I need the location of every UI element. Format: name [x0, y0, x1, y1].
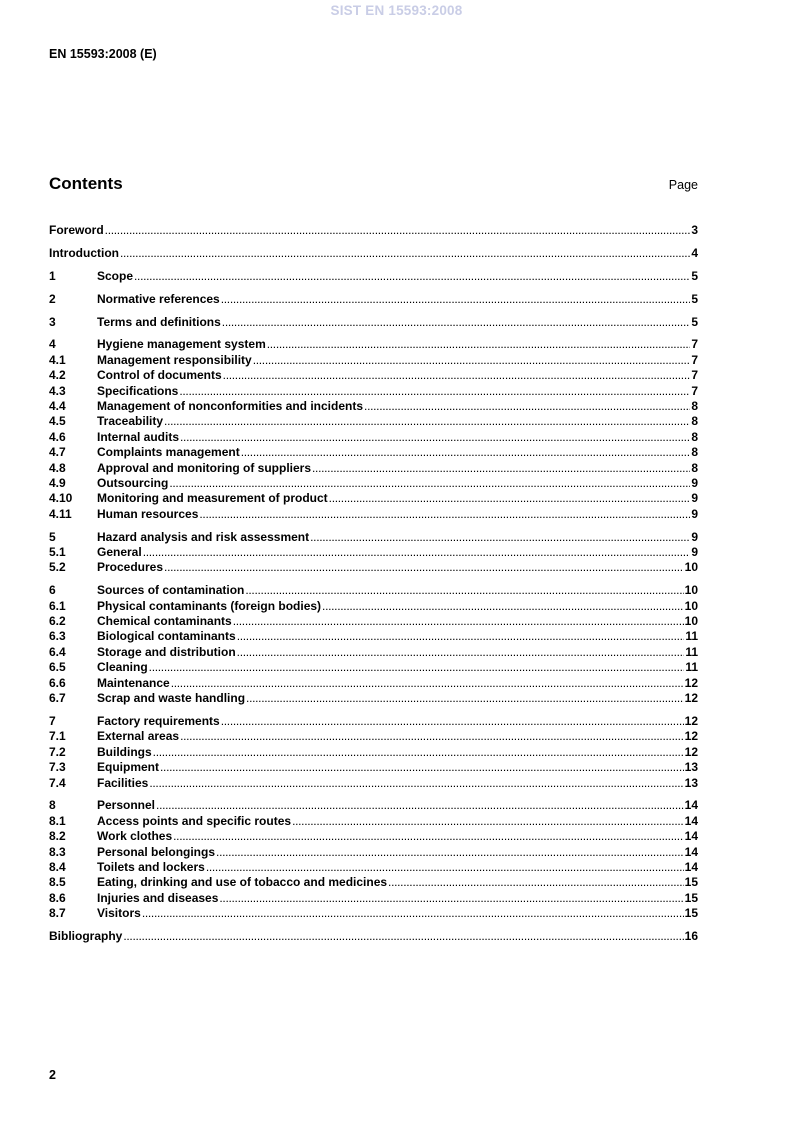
toc-entry-page: 14	[684, 829, 698, 844]
toc-entry-number: 4.10	[49, 491, 73, 506]
dot-leader	[134, 269, 690, 284]
toc-entry-number: 8.7	[49, 906, 66, 921]
dot-leader	[169, 476, 690, 491]
toc-entry-number: 8.2	[49, 829, 66, 844]
toc-entry-6-5[interactable]	[49, 660, 698, 675]
toc-entry-8-7[interactable]	[49, 906, 698, 921]
toc-entry-title: Monitoring and measurement of product	[97, 491, 328, 506]
toc-entry-page: 10	[684, 614, 698, 629]
toc-entry-4-9[interactable]	[49, 476, 698, 491]
toc-entry-title: Work clothes	[97, 829, 173, 844]
toc-entry-foreword[interactable]	[49, 223, 698, 238]
toc-entry-number: 6.4	[49, 644, 66, 659]
toc-entry-title: Scope	[97, 268, 134, 283]
toc-entry-6[interactable]	[49, 583, 698, 598]
toc-entry-7-4[interactable]	[49, 776, 698, 791]
toc-entry-4-10[interactable]	[49, 491, 698, 506]
toc-entry-page: 9	[691, 529, 698, 544]
toc-entry-page: 13	[684, 775, 698, 790]
toc-entry-page: 16	[684, 929, 698, 944]
dot-leader	[245, 583, 683, 598]
toc-entry-8-3[interactable]	[49, 845, 698, 860]
toc-entry-number: 2	[49, 291, 56, 306]
toc-entry-6-4[interactable]	[49, 645, 698, 660]
dot-leader	[253, 353, 691, 368]
toc-entry-number: 4.4	[49, 399, 66, 414]
toc-entry-number: 8.1	[49, 813, 66, 828]
toc-entry-page: 14	[684, 844, 698, 859]
toc-entry-number: 4.8	[49, 460, 66, 475]
toc-entry-page: 8	[691, 429, 698, 444]
toc-entry-7[interactable]	[49, 714, 698, 729]
dot-leader	[123, 929, 683, 944]
toc-entry-page: 11	[685, 644, 698, 659]
toc-entry-6-7[interactable]	[49, 691, 698, 706]
dot-leader	[237, 629, 685, 644]
dot-leader	[142, 906, 684, 921]
toc-entry-number: 7.2	[49, 744, 66, 759]
toc-entry-page: 4	[691, 245, 698, 260]
toc-entry-number: 8.4	[49, 859, 66, 874]
toc-entry-title: Complaints management	[97, 445, 240, 460]
toc-entry-page: 7	[691, 352, 698, 367]
toc-entry-page: 15	[684, 890, 698, 905]
toc-entry-8-5[interactable]	[49, 875, 698, 890]
dot-leader	[292, 814, 684, 829]
dot-leader	[221, 714, 684, 729]
toc-entry-page: 14	[684, 859, 698, 874]
toc-entry-title: Equipment	[97, 760, 159, 775]
toc-entry-page: 12	[684, 675, 698, 690]
toc-entry-title: Sources of contamination	[97, 583, 245, 598]
toc-entry-title: Management of nonconformities and incidents	[97, 399, 364, 414]
dot-leader	[241, 445, 691, 460]
dot-leader	[105, 223, 691, 238]
dot-leader	[206, 860, 684, 875]
page-number: 2	[49, 1068, 56, 1082]
dot-leader	[120, 246, 690, 261]
dot-leader	[216, 845, 684, 860]
dot-leader	[364, 399, 690, 414]
toc-entry-number: 4.7	[49, 445, 66, 460]
toc-entry-title: Control of documents	[97, 368, 222, 383]
toc-entry-7-3[interactable]	[49, 760, 698, 775]
toc-entry-5[interactable]	[49, 530, 698, 545]
toc-entry-title: Normative references	[97, 291, 220, 306]
dot-leader	[223, 368, 691, 383]
toc-entry-number: 6	[49, 583, 56, 598]
toc-entry-number: 4.6	[49, 429, 66, 444]
toc-entry-title: Eating, drinking and use of tobacco and medicines	[97, 875, 388, 890]
toc-entry-page: 5	[691, 314, 698, 329]
toc-entry-5-1[interactable]	[49, 545, 698, 560]
toc-entry-6-1[interactable]	[49, 599, 698, 614]
toc-entry-page: 15	[684, 875, 698, 890]
dot-leader	[388, 875, 684, 890]
toc-entry-title: Terms and definitions	[97, 314, 221, 329]
toc-entry-8-4[interactable]	[49, 860, 698, 875]
toc-entry-number: 7	[49, 713, 56, 728]
toc-entry-number: 4.3	[49, 383, 66, 398]
toc-entry-page: 8	[691, 414, 698, 429]
toc-entry-page: 12	[684, 713, 698, 728]
document-header: EN 15593:2008 (E)	[49, 47, 157, 61]
toc-entry-title: Hazard analysis and risk assessment	[97, 529, 310, 544]
toc-entry-title: Human resources	[97, 506, 199, 521]
toc-entry-number: 4.11	[49, 506, 72, 521]
toc-entry-page: 7	[691, 368, 698, 383]
toc-entry-6-3[interactable]	[49, 629, 698, 644]
toc-entry-4-5[interactable]	[49, 414, 698, 429]
toc-entry-number: 6.2	[49, 614, 66, 629]
toc-entry-4-6[interactable]	[49, 430, 698, 445]
toc-entry-7-1[interactable]	[49, 729, 698, 744]
toc-entry-title: Factory requirements	[97, 713, 220, 728]
toc-entry-title: Physical contaminants (foreign bodies)	[97, 598, 322, 613]
dot-leader	[246, 691, 684, 706]
toc-entry-title: Traceability	[97, 414, 164, 429]
toc-entry-title: Storage and distribution	[97, 644, 236, 659]
toc-entry-4-2[interactable]	[49, 368, 698, 383]
toc-entry-page: 12	[684, 691, 698, 706]
dot-leader	[164, 560, 684, 575]
toc-entry-number: 8.3	[49, 844, 66, 859]
table-of-contents	[49, 223, 698, 944]
contents-title: Contents	[49, 174, 123, 193]
toc-entry-number: 8.6	[49, 890, 66, 905]
toc-entry-2[interactable]	[49, 292, 698, 307]
toc-entry-page: 13	[684, 760, 698, 775]
toc-entry-page: 7	[691, 383, 698, 398]
dot-leader	[222, 315, 691, 330]
toc-entry-title: Cleaning	[97, 660, 148, 675]
toc-entry-title: Visitors	[97, 906, 141, 921]
toc-entry-title: External areas	[97, 729, 180, 744]
toc-entry-number: 7.3	[49, 760, 66, 775]
toc-entry-number: 5	[49, 529, 56, 544]
toc-entry-title: General	[97, 545, 142, 560]
page-column-label: Page	[668, 178, 698, 192]
dot-leader	[219, 891, 683, 906]
toc-entry-title: Specifications	[97, 383, 179, 398]
toc-entry-title: Toilets and lockers	[97, 859, 205, 874]
toc-entry-introduction[interactable]	[49, 246, 698, 261]
toc-entry-page: 14	[684, 813, 698, 828]
toc-entry-4-7[interactable]	[49, 445, 698, 460]
toc-entry-number: 4.5	[49, 414, 66, 429]
toc-entry-4-11[interactable]	[49, 507, 698, 522]
toc-entry-6-2[interactable]	[49, 614, 698, 629]
toc-entry-number: 8.5	[49, 875, 66, 890]
toc-entry-title: Bibliography	[49, 929, 123, 944]
toc-entry-number: 7.4	[49, 775, 66, 790]
toc-entry-number: 4.9	[49, 475, 66, 490]
toc-entry-number: 6.3	[49, 629, 66, 644]
dot-leader	[221, 292, 691, 307]
toc-entry-3[interactable]	[49, 315, 698, 330]
toc-entry-4-1[interactable]	[49, 353, 698, 368]
toc-entry-8-1[interactable]	[49, 814, 698, 829]
toc-entry-8[interactable]	[49, 798, 698, 813]
toc-entry-6-6[interactable]	[49, 676, 698, 691]
toc-entry-title: Introduction	[49, 245, 119, 260]
dot-leader	[171, 676, 684, 691]
toc-entry-number: 3	[49, 314, 56, 329]
toc-entry-page: 8	[691, 460, 698, 475]
toc-entry-page: 5	[691, 268, 698, 283]
toc-entry-4-3[interactable]	[49, 384, 698, 399]
dot-leader	[322, 599, 684, 614]
toc-entry-title: Outsourcing	[97, 475, 169, 490]
toc-entry-page: 10	[684, 560, 698, 575]
toc-entry-7-2[interactable]	[49, 745, 698, 760]
toc-entry-title: Scrap and waste handling	[97, 691, 246, 706]
dot-leader	[160, 760, 684, 775]
toc-entry-page: 11	[685, 629, 698, 644]
toc-entry-page: 9	[691, 491, 698, 506]
toc-entry-title: Personal belongings	[97, 844, 216, 859]
dot-leader	[180, 430, 690, 445]
dot-leader	[267, 337, 691, 352]
toc-entry-number: 6.1	[49, 598, 66, 613]
toc-entry-page: 10	[684, 583, 698, 598]
toc-entry-bibliography[interactable]	[49, 929, 698, 944]
toc-entry-number: 7.1	[49, 729, 66, 744]
dot-leader	[149, 776, 683, 791]
toc-entry-title: Buildings	[97, 744, 152, 759]
toc-entry-page: 12	[684, 729, 698, 744]
dot-leader	[199, 507, 690, 522]
toc-entry-title: Biological contaminants	[97, 629, 236, 644]
toc-entry-title: Internal audits	[97, 429, 180, 444]
toc-entry-number: 8	[49, 798, 56, 813]
toc-entry-number: 6.6	[49, 675, 66, 690]
dot-leader	[329, 491, 691, 506]
toc-entry-title: Hygiene management system	[97, 337, 266, 352]
dot-leader	[156, 798, 684, 813]
dot-leader	[173, 829, 684, 844]
dot-leader	[310, 530, 690, 545]
toc-entry-title: Management responsibility	[97, 352, 252, 367]
toc-entry-title: Facilities	[97, 775, 149, 790]
toc-entry-number: 6.5	[49, 660, 66, 675]
toc-entry-title: Approval and monitoring of suppliers	[97, 460, 312, 475]
toc-entry-4-4[interactable]	[49, 399, 698, 414]
dot-leader	[312, 461, 690, 476]
toc-entry-title: Maintenance	[97, 675, 170, 690]
toc-entry-page: 11	[685, 660, 698, 675]
toc-entry-title: Chemical contaminants	[97, 614, 232, 629]
toc-entry-number: 6.7	[49, 691, 66, 706]
toc-entry-number: 4.1	[49, 352, 66, 367]
toc-entry-page: 5	[691, 291, 698, 306]
toc-entry-number: 4.2	[49, 368, 66, 383]
toc-entry-number: 5.1	[49, 545, 66, 560]
toc-entry-number: 4	[49, 337, 56, 352]
toc-entry-page: 8	[691, 445, 698, 460]
toc-entry-title: Foreword	[49, 223, 104, 237]
dot-leader	[180, 729, 684, 744]
toc-entry-page: 7	[691, 337, 698, 352]
toc-entry-4-8[interactable]	[49, 461, 698, 476]
toc-entry-page: 10	[684, 598, 698, 613]
dot-leader	[153, 745, 684, 760]
dot-leader	[143, 545, 691, 560]
toc-entry-title: Injuries and diseases	[97, 890, 219, 905]
toc-entry-page: 12	[684, 744, 698, 759]
toc-entry-page: 15	[684, 906, 698, 921]
toc-entry-8-2[interactable]	[49, 829, 698, 844]
dot-leader	[149, 660, 685, 675]
toc-entry-8-6[interactable]	[49, 891, 698, 906]
toc-entry-number: 5.2	[49, 560, 66, 575]
toc-entry-page: 3	[691, 223, 698, 237]
dot-leader	[237, 645, 685, 660]
dot-leader	[233, 614, 684, 629]
toc-entry-number: 1	[49, 268, 56, 283]
toc-entry-5-2[interactable]	[49, 560, 698, 575]
toc-entry-1[interactable]	[49, 269, 698, 284]
toc-entry-page: 9	[691, 506, 698, 521]
dot-leader	[164, 414, 690, 429]
toc-entry-4[interactable]	[49, 337, 698, 352]
watermark: SIST EN 15593:2008	[330, 3, 463, 18]
toc-entry-page: 9	[691, 475, 698, 490]
toc-entry-title: Access points and specific routes	[97, 813, 292, 828]
toc-entry-page: 9	[691, 545, 698, 560]
dot-leader	[179, 384, 690, 399]
toc-entry-title: Procedures	[97, 560, 164, 575]
toc-entry-page: 8	[691, 399, 698, 414]
toc-entry-title: Personnel	[97, 798, 156, 813]
toc-entry-page: 14	[684, 798, 698, 813]
